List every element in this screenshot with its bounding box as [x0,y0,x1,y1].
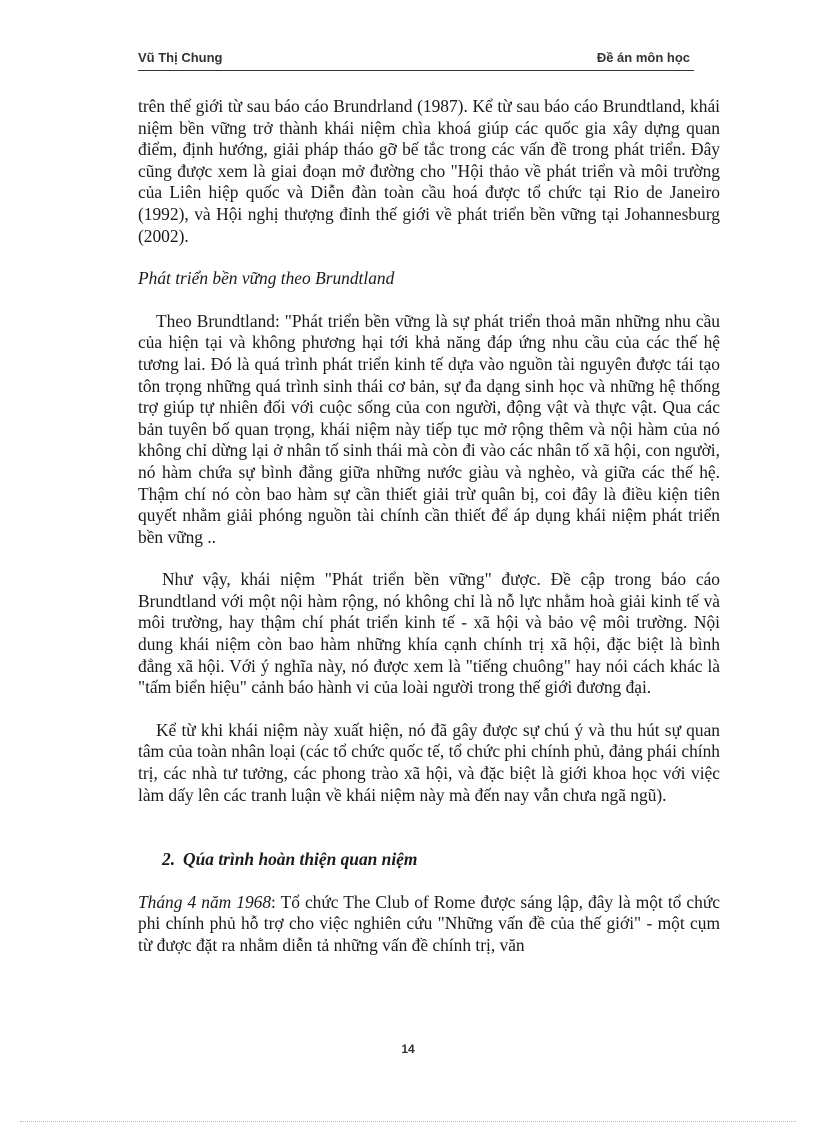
paragraph-4: Kể từ khi khái niệm này xuất hiện, nó đã gây được sự chú ý và thu hút sự quan tâm của toàn nhân loại (các tổ chức quốc tế, tổ chức phi chính phủ, đảng phái chính trị, các nhà tư tưởng, các phong trào xã hội, và đặc biệt là giới khoa học với việc làm dấy lên các tranh luận về khái niệm này mà đến nay vẫn chưa ngã ngũ). [138,719,720,805]
header-doc-type: Đề án môn học [596,50,690,65]
footer-divider [20,1121,796,1122]
paragraph-1: trên thế giới từ sau báo cáo Brundrland (1987). Kể từ sau báo cáo Brundtland, khái niệm bền vững trở thành khái niệm chìa khoá giúp các quốc gia xây dựng quan điểm, định hướng, giải pháp tháo gỡ bế tắc trong các vấn đề trong phát triển. Đây cũng được xem là giai đoạn mở đường cho "Hội thảo về phát triển và môi trường của Liên hiệp quốc và Diễn đàn toàn cầu hoá được tổ chức tại Rio de Janeiro (1992), và Hội nghị thượng đỉnh thế giới về phát triển bền vững tại Johannesburg (2002). [138,96,720,246]
page-body [138,96,720,957]
section-number: 2. [162,849,176,870]
paragraph-5-text: : Tổ chức The Club of Rome được sáng lập, đây là một tổ chức phi chính phủ hỗ trợ cho việc nghiên cứu "Những vấn đề của thế giới" - một cụm từ được đặt ra nhằm diễn tả những vấn đề chính trị, văn [138,891,720,955]
paragraph-2: Theo Brundtland: "Phát triển bền vững là sự phát triển thoả mãn những nhu cầu của hiện tại và không phương hại tới khả năng đáp ứng nhu cầu của các thế hệ tương lai. Đó là quá trình phát triển kinh tế dựa vào nguồn tài nguyên được tái tạo tôn trọng những quá trình sinh thái cơ bản, sự đa dạng sinh học và những hệ thống trợ giúp tự nhiên đối với cuộc sống của con người, động vật và thực vật. Qua các bản tuyên bố quan trọng, khái niệm này tiếp tục mở rộng thêm và nội hàm của nó không chỉ dừng lại ở nhân tố sinh thái mà còn đi vào các nhân tố xã hội, con người, nó hàm chứa sự bình đẳng giữa những nước giàu và nghèo, và giữa các thế hệ. Thậm chí nó còn bao hàm sự cần thiết giải trừ quân bị, coi đây là điều kiện tiên quyết nhằm giải phóng nguồn tài chính cần thiết để áp dụng khái niệm phát triển bền vững .. [138,310,720,547]
header-author: Vũ Thị Chung [138,50,223,65]
section-heading [138,849,720,871]
subheading: Phát triển bền vững theo Brundtland [138,268,395,289]
paragraph-5-date: Tháng 4 năm 1968 [138,891,272,912]
paragraph-3: Như vậy, khái niệm "Phát triển bền vững" được. Đề cập trong báo cáo Brundtland với một nội hàm rộng, nó không chỉ là nỗ lực nhằm hoà giải kinh tế và môi trường, hay thậm chí phát triển kinh tế - xã hội và bảo vệ môi trường. Nội dung khái niệm còn bao hàm những khía cạnh chính trị xã hội, đặc biệt là bình đẳng xã hội. Với ý nghĩa này, nó được xem là "tiếng chuông" hay nói cách khác là "tấm biển hiệu" cảnh báo hành vi của loài người trong thế giới đương đại. [138,569,720,698]
page-header [138,48,694,71]
section-title: Qúa trình hoàn thiện quan niệm [183,849,418,870]
paragraph-5 [138,892,720,957]
page-number: 14 [401,1042,415,1056]
